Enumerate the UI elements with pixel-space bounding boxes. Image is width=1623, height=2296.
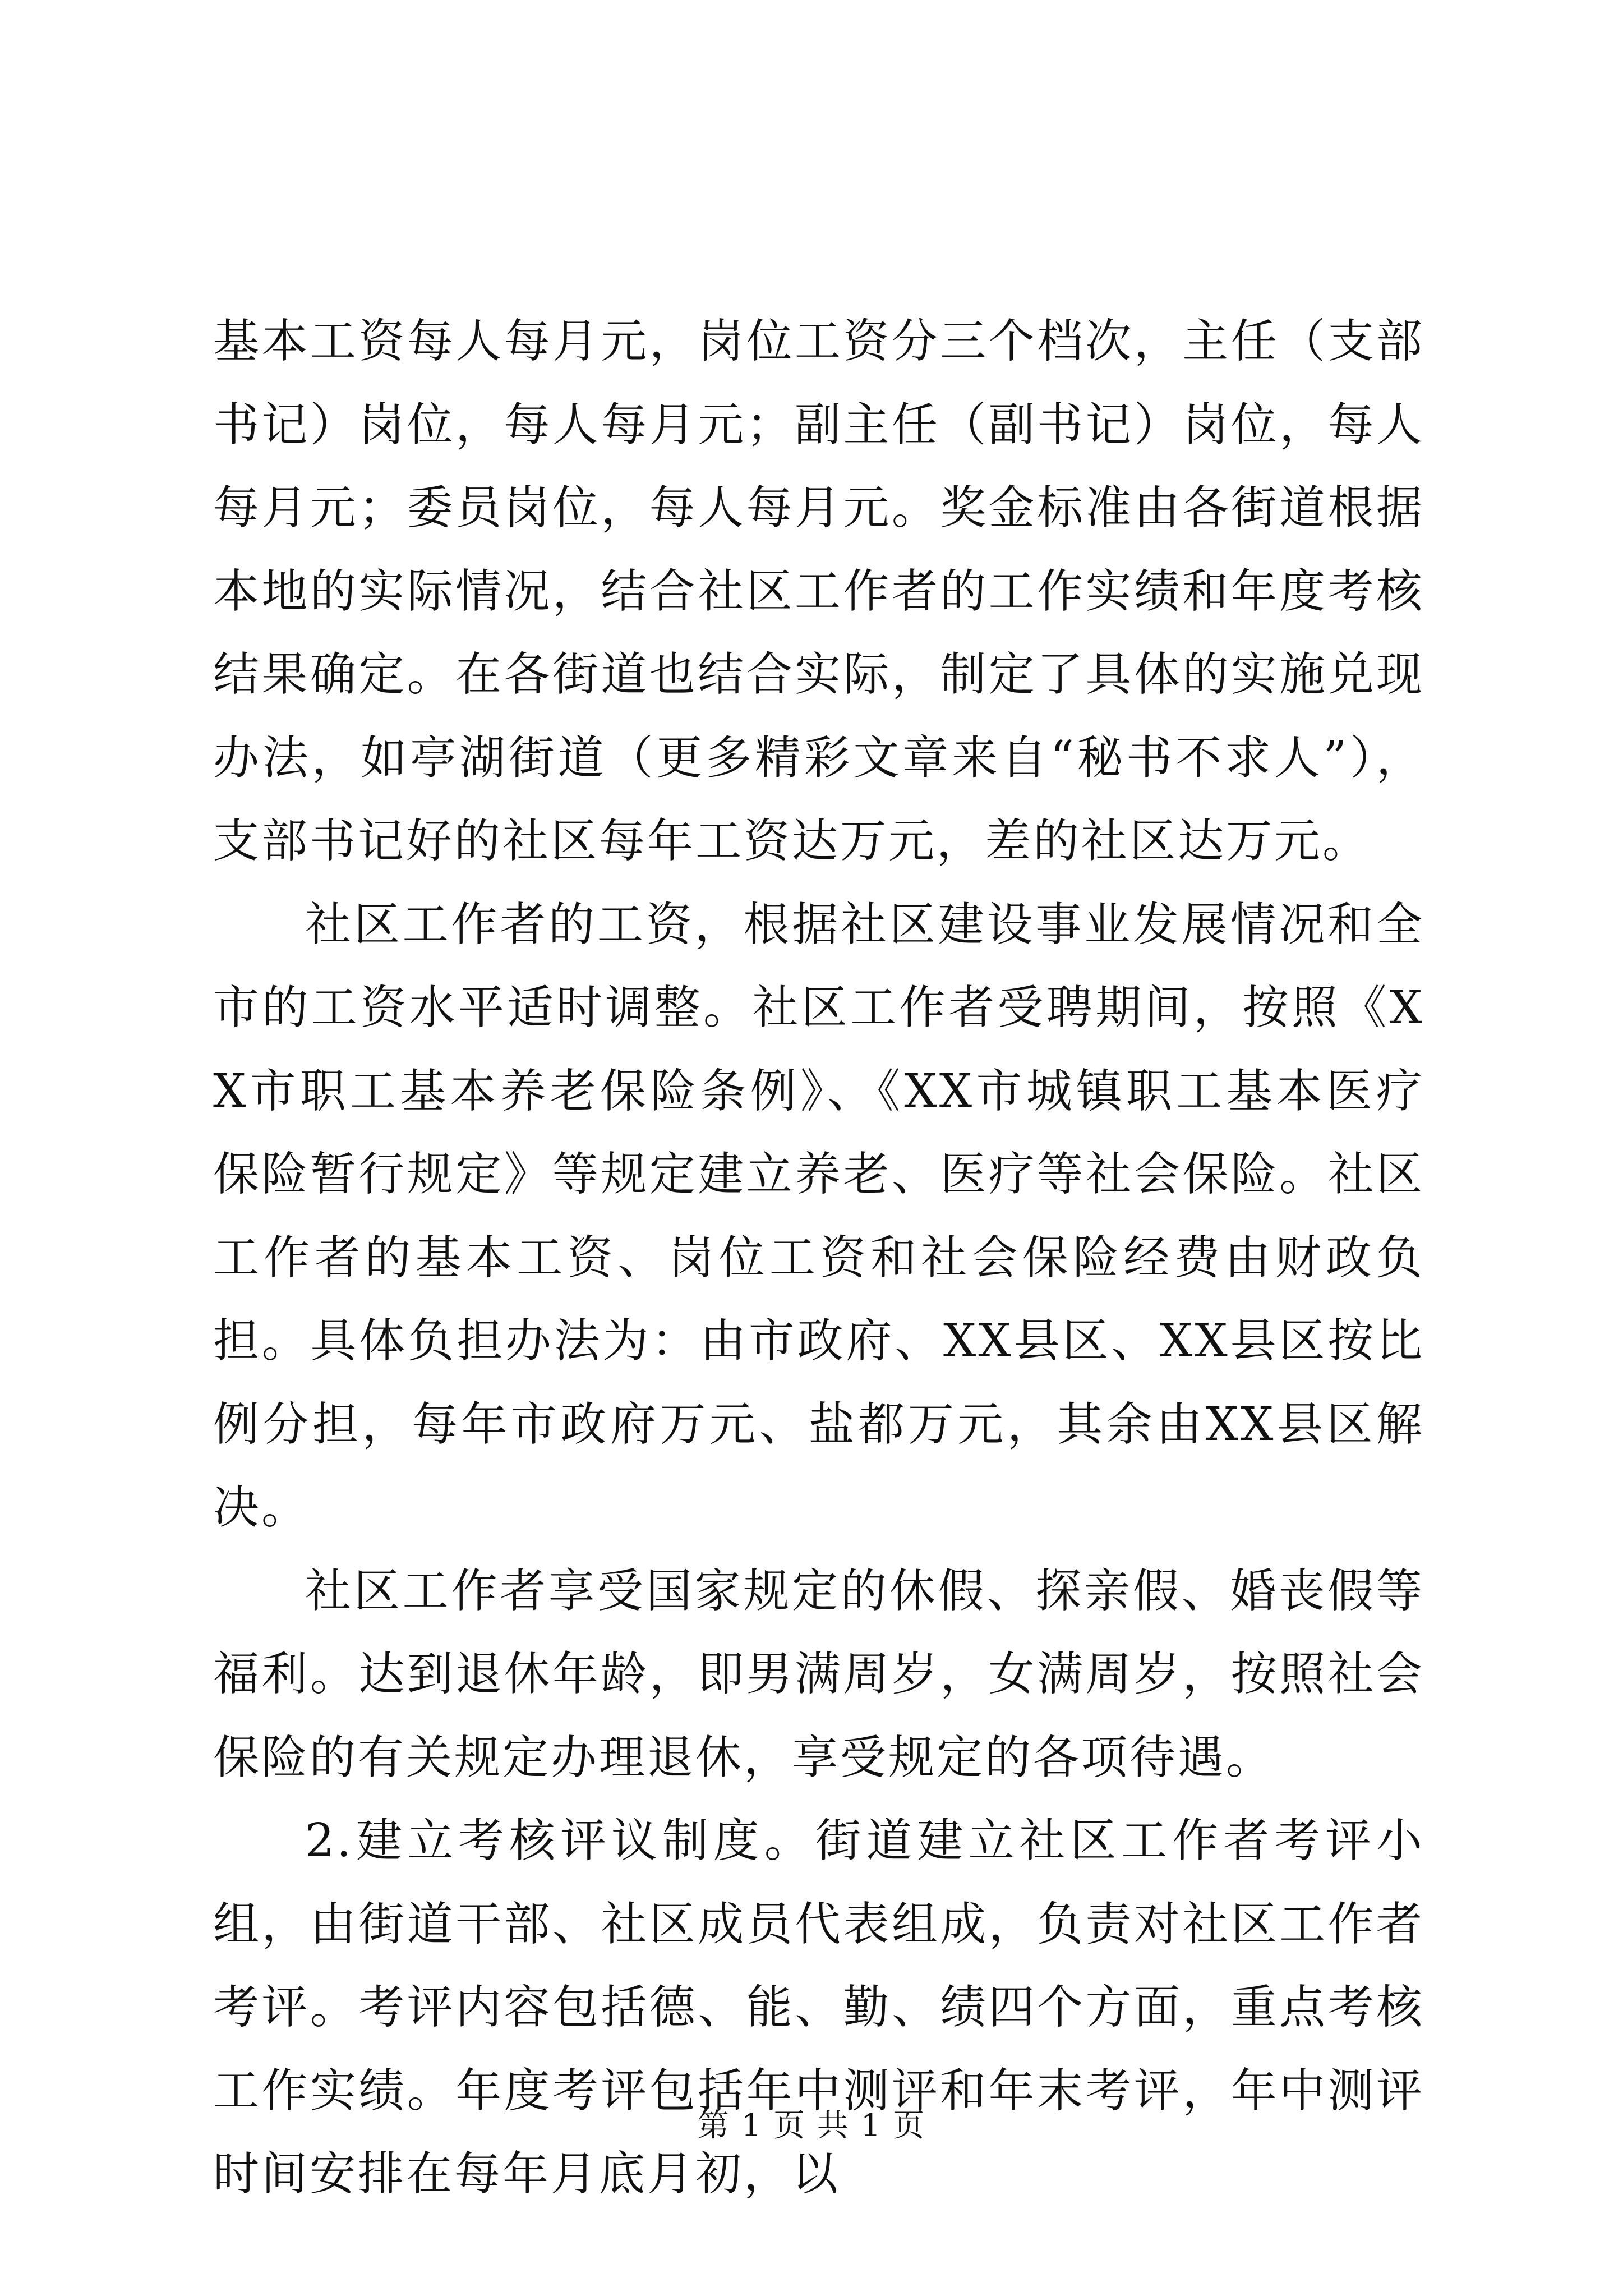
paragraph-4: 2.建立考核评议制度。街道建立社区工作者考评小组，由街道干部、社区成员代表组成，负责对社区工作者考评。考评内容包括德、能、勤、绩四个方面，重点考核工作实绩。年度考评包括年中测评和年末考评，年中测评时间安排在每年月底月初，以 <box>213 1814 1424 2201</box>
page-footer <box>0 2106 1623 2146</box>
paragraph-2: 社区工作者的工资，根据社区建设事业发展情况和全市的工资水平适时调整。社区工作者受聘期间，按照《XX市职工基本养老保险条例》、《XX市城镇职工基本医疗保险暂行规定》等规定建立养老、医疗等社会保险。社区工作者的基本工资、岗位工资和社会保险经费由财政负担。具体负担办法为：由市政府、XX县区、XX县区按比例分担，每年市政府万元、盐都万元，其余由XX县区解决。 <box>213 898 1424 1534</box>
document-body <box>213 300 1424 2216</box>
paragraph-3: 社区工作者享受国家规定的休假、探亲假、婚丧假等福利。达到退休年龄，即男满周岁，女满周岁，按照社会保险的有关规定办理退休，享受规定的各项待遇。 <box>213 1564 1424 1784</box>
paragraph-1: 基本工资每人每月元，岗位工资分三个档次，主任（支部书记）岗位，每人每月元；副主任（副书记）岗位，每人每月元；委员岗位，每人每月元。奖金标准由各街道根据本地的实际情况，结合社区工作者的工作实绩和年度考核结果确定。在各街道也结合实际，制定了具体的实施兑现办法，如亭湖街道（更多精彩文章来自“秘书不求人”），支部书记好的社区每年工资达万元，差的社区达万元。 <box>213 315 1424 868</box>
page-number-label: 第 1 页 共 1 页 <box>697 2108 926 2144</box>
